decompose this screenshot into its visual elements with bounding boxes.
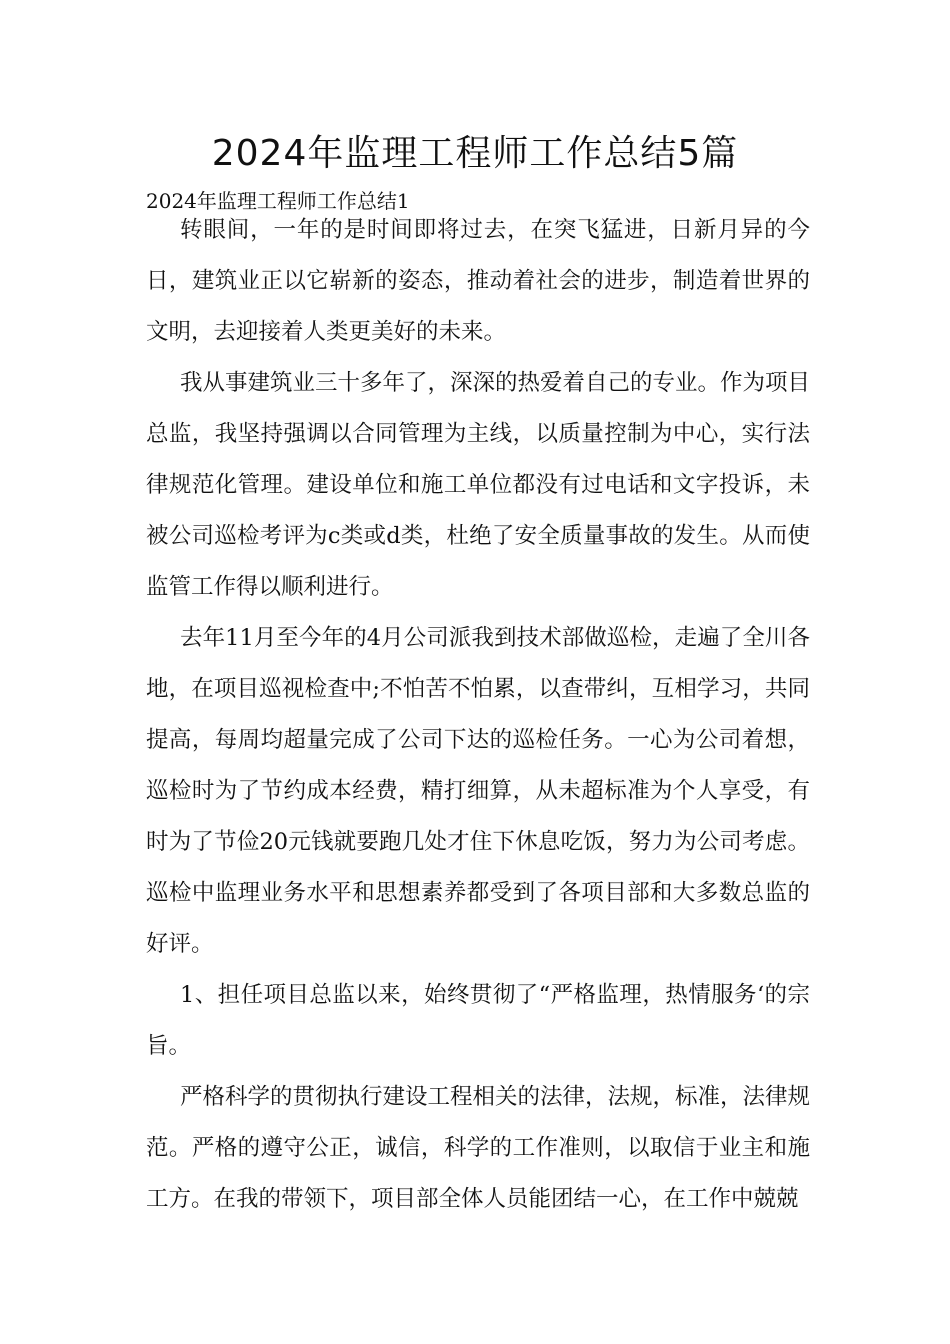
document-body bbox=[146, 205, 810, 1225]
document-title: 2024年监理工程师工作总结5篇 bbox=[211, 133, 739, 174]
paragraph: 转眼间，一年的是时间即将过去，在突飞猛进，日新月异的今日，建筑业正以它崭新的姿态，推动着社会的进步，制造着世界的文明，去迎接着人类更美好的未来。 bbox=[146, 217, 810, 345]
paragraph: 1、担任项目总监以来，始终贯彻了“严格监理，热情服务‘的宗旨。 bbox=[146, 982, 810, 1059]
paragraph: 严格科学的贯彻执行建设工程相关的法律，法规，标准，法律规范。严格的遵守公正，诚信，科学的工作准则，以取信于业主和施工方。在我的带领下，项目部全体人员能团结一心，在工作中兢兢 bbox=[146, 1084, 811, 1212]
paragraph: 我从事建筑业三十多年了，深深的热爱着自己的专业。作为项目总监，我坚持强调以合同管理为主线，以质量控制为中心，实行法律规范化管理。建设单位和施工单位都没有过电话和文字投诉，未被公司巡检考评为c类或d类，杜绝了安全质量事故的发生。从而使监管工作得以顺利进行。 bbox=[146, 370, 811, 600]
paragraph: 去年11月至今年的4月公司派我到技术部做巡检，走遍了全川各地，在项目巡视检查中;不怕苦不怕累，以查带纠，互相学习，共同提高，每周均超量完成了公司下达的巡检任务。一心为公司着想，巡检时为了节约成本经费，精打细算，从未超标准为个人享受，有时为了节俭20元钱就要跑几处才住下休息吃饭，努力为公司考虑。巡检中监理业务水平和思想素养都受到了各项目部和大多数总监的好评。 bbox=[146, 625, 810, 957]
section-heading: 2024年监理工程师工作总结1 bbox=[146, 189, 410, 213]
